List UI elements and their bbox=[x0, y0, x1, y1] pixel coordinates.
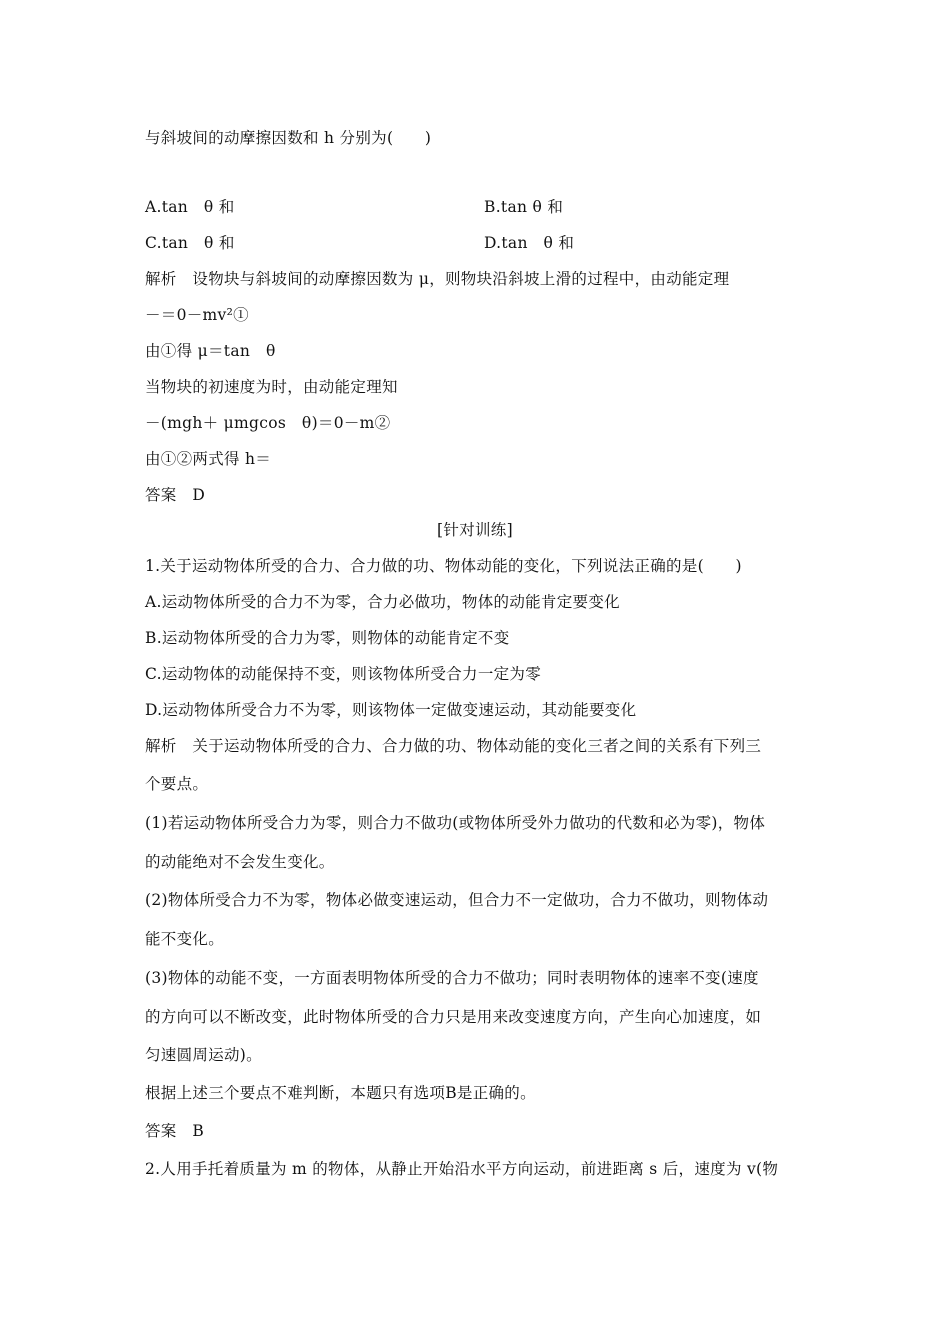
solution1-line1: 解析 设物块与斜坡间的动摩擦因数为 μ，则物块沿斜坡上滑的过程中，由动能定理 bbox=[145, 270, 730, 288]
q1-option-c: C.运动物体的动能保持不变，则该物体所受合力一定为零 bbox=[145, 665, 542, 683]
q1-option-a: A.运动物体所受的合力不为零，合力必做功，物体的动能肯定要变化 bbox=[145, 593, 620, 611]
solution1-line6: 由①②两式得 h＝ bbox=[145, 450, 272, 468]
solution2-line10: 根据上述三个要点不难判断，本题只有选项B是正确的。 bbox=[145, 1084, 536, 1102]
solution2-line8: 的方向可以不断改变，此时物体所受的合力只是用来改变速度方向，产生向心加速度，如 bbox=[145, 1008, 762, 1026]
solution2-answer: 答案 B bbox=[145, 1122, 205, 1140]
solution1-line3: 由①得 μ＝tan θ bbox=[145, 342, 276, 360]
option-b: B.tan θ 和 bbox=[484, 198, 564, 216]
q2-stem: 2.人用手托着质量为 m 的物体，从静止开始沿水平方向运动，前进距离 s 后，速度为 v(物 bbox=[145, 1160, 779, 1178]
option-a: A.tan θ 和 bbox=[145, 198, 235, 216]
solution2-line4: 的动能绝对不会发生变化。 bbox=[145, 853, 335, 871]
solution2-line6: 能不变化。 bbox=[145, 930, 225, 948]
q1-stem: 1.关于运动物体所受的合力、合力做的功、物体动能的变化，下列说法正确的是( ) bbox=[145, 557, 742, 575]
question-tail: 与斜坡间的动摩擦因数和 h 分别为( ) bbox=[145, 129, 432, 147]
solution2-line7: (3)物体的动能不变，一方面表明物体所受的合力不做功；同时表明物体的速率不变(速度 bbox=[145, 969, 759, 987]
solution2-line5: (2)物体所受合力不为零，物体必做变速运动，但合力不一定做功，合力不做功，则物体动 bbox=[145, 891, 769, 909]
q1-option-b: B.运动物体所受的合力为零，则物体的动能肯定不变 bbox=[145, 629, 510, 647]
section-title: [针对训练] bbox=[437, 521, 513, 539]
solution2-line1: 解析 关于运动物体所受的合力、合力做的功、物体动能的变化三者之间的关系有下列三 bbox=[145, 737, 762, 755]
solution1-answer: 答案 D bbox=[145, 486, 206, 504]
solution1-line5: －(mgh＋ μmgcos θ)＝0－m② bbox=[145, 414, 391, 432]
option-d: D.tan θ 和 bbox=[484, 234, 575, 252]
q1-option-d: D.运动物体所受合力不为零，则该物体一定做变速运动，其动能要变化 bbox=[145, 701, 637, 719]
solution2-line9: 匀速圆周运动)。 bbox=[145, 1046, 262, 1064]
option-c: C.tan θ 和 bbox=[145, 234, 235, 252]
solution1-line2: －＝0－mv²① bbox=[145, 306, 249, 324]
solution1-line4: 当物块的初速度为时，由动能定理知 bbox=[145, 378, 398, 396]
solution2-line3: (1)若运动物体所受合力为零，则合力不做功(或物体所受外力做功的代数和必为零)，物体 bbox=[145, 814, 766, 832]
solution2-line2: 个要点。 bbox=[145, 775, 209, 793]
